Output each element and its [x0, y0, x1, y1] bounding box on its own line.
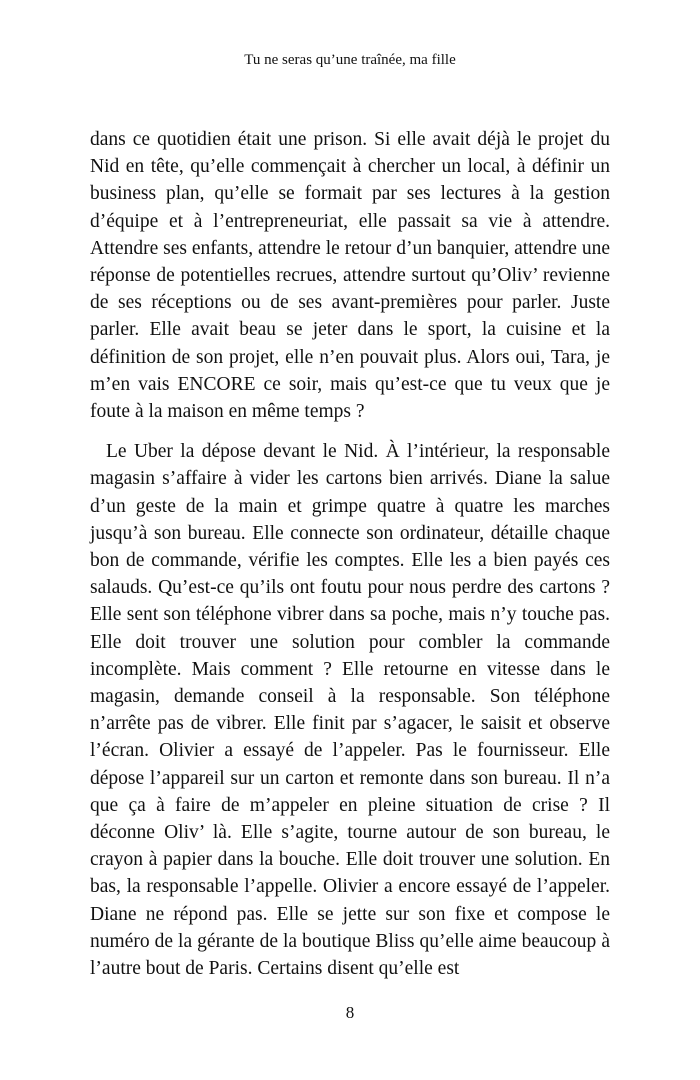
paragraph-1: dans ce quotidien était une prison. Si elle avait déjà le projet du Nid en tête, qu’elle commençait à chercher un local, à définir un business plan, qu’elle se formait par ses lectures à la gestion d’équipe et à l’entrepreneuriat, elle passait sa vie à attendre. Attendre ses enfants, attendre le retour d’un banquier, attendre une réponse de potentielles recrues, attendre surtout qu’Oliv’ revienne de ses réceptions ou de ses avant-premières pour parler. Juste parler. Elle avait beau se jeter dans le sport, la cuisine et la définition de son projet, elle n’en pouvait plus. Alors oui, Tara, je m’en vais ENCORE ce soir, mais qu’est-ce que tu veux que je foute à la maison en même temps ?	[90, 129, 610, 423]
running-header-title: Tu ne seras qu’une traînée, ma fille	[244, 52, 456, 68]
page-body	[90, 126, 610, 982]
paragraph-2: Le Uber la dépose devant le Nid. À l’intérieur, la responsable magasin s’affaire à vider les cartons bien arrivés. Diane la salue d’un geste de la main et grimpe quatre à quatre les marches jusqu’à son bureau. Elle connecte son ordinateur, détaille chaque bon de commande, vérifie les comptes. Elle les a bien payés ces salauds. Qu’est-ce qu’ils ont foutu pour nous perdre des cartons ? Elle sent son téléphone vibrer dans sa poche, mais n’y touche pas. Elle doit trouver une solution pour combler la commande incomplète. Mais comment ? Elle retourne en vitesse dans le magasin, demande conseil à la responsable. Son téléphone n’arrête pas de vibrer. Elle finit par s’agacer, le saisit et observe l’écran. Olivier a essayé de l’appeler. Pas le fournisseur. Elle dépose l’appareil sur un carton et remonte dans son bureau. Il n’a que ça à faire de m’appeler en pleine situation de crise ? Il déconne Oliv’ là. Elle s’agite, tourne autour de son bureau, le crayon à papier dans la bouche. Elle doit trouver une solution. En bas, la responsable l’appelle. Olivier a encore essayé de l’appeler. Diane ne répond pas. Elle se jette sur son fixe et compose le numéro de la gérante de la boutique Bliss qu’elle aime beaucoup à l’autre bout de Paris. Certains disent qu’elle est	[90, 441, 610, 980]
page-number: 8	[345, 1003, 355, 1022]
